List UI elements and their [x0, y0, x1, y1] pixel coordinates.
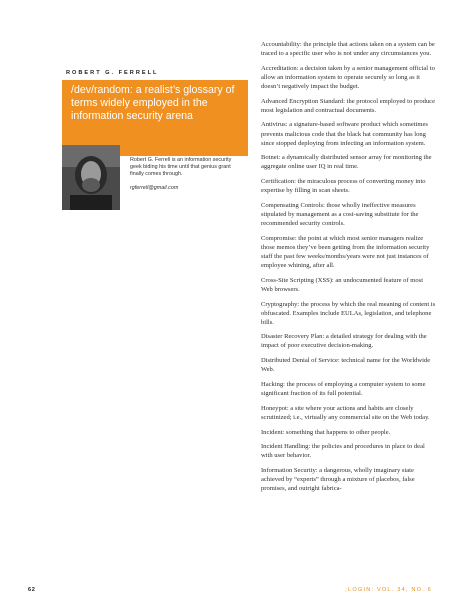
author-email: rgferrell@gmail.com [130, 184, 179, 191]
author-bio: Robert G. Ferrell is an information security geek biding his time until that genius grant finally comes through. [130, 157, 232, 178]
glossary-entry: Honeypot: a site where your actions and habits are closely scrutinized; i.e., virtually any commercial site on the Web today. [261, 404, 430, 421]
author-portrait-image [62, 145, 120, 210]
page-number: 62 [28, 587, 36, 593]
glossary-entry: Advanced Encryption Standard: the protocol employed to produce most legislation and contractual documents. [261, 97, 435, 114]
glossary-entry: Cross-Site Scripting (XSS): an undocumented feature of most Web browsers. [261, 276, 424, 293]
glossary-entry: Distributed Denial of Service: technical name for the Worldwide Web. [261, 357, 431, 374]
glossary-entry: Disaster Recovery Plan: a detailed strategy for dealing with the impact of poor executive decision-making. [261, 333, 427, 350]
glossary-entry: Certification: the miraculous process of converting money into expertise by filling in scan sheets. [261, 178, 426, 195]
left-column [62, 0, 240, 613]
glossary-entry: Accountability: the principle that actions taken on a system can be traced to a specific user who is not under any circumstances you. [261, 41, 435, 58]
glossary-entry: Cryptography: the process by which the real meaning of content is obfuscated. Examples include EULAs, legislation, and telephone bills. [261, 300, 436, 326]
glossary-entry: Information Security: a dangerous, wholly imaginary state achieved by “experts” through a mixture of placebos, false promises, and outright fabrica- [261, 466, 415, 493]
glossary-entry: Incident Handling: the policies and procedures in place to deal with user behavior. [261, 443, 425, 460]
glossary-entry: Accreditation: a decision taken by a senior management official to allow an information system to operate securely so long as it doesn’t negatively impact the budget. [261, 64, 435, 90]
publication-name: ;LOGIN: VOL. 34, NO. 6 [345, 587, 432, 593]
glossary-entry: Compensating Controls: those wholly ineffective measures stipulated by management as a cost-saving substitute for the recommended security controls. [261, 201, 419, 228]
glossary-entry: Compromise: the point at which most senior managers realize those memos they’ve been getting from the information security staff the past few weeks/months/years were not just instances of employee whining, after all. [261, 234, 430, 270]
column-title: /dev/random: a realist’s glossary of terms widely employed in the information security arena [71, 84, 235, 122]
author-photo [62, 145, 120, 210]
glossary-column [261, 40, 436, 499]
glossary-entry: Botnet: a dynamically distributed sensor array for monitoring the aggregate online user IQ in real time. [261, 154, 432, 171]
glossary-entry: Incident: something that happens to other people. [261, 428, 391, 436]
glossary-entry: Hacking: the process of employing a computer system to some significant fraction of its full potential. [261, 380, 426, 398]
author-bio-block [130, 157, 242, 198]
glossary-entry: Antivirus: a signature-based software product which sometimes prevents malicious code that the black hat community has long since stopped deploying from infecting an information system. [261, 121, 428, 147]
author-name: ROBERT G. FERRELL [66, 70, 159, 76]
